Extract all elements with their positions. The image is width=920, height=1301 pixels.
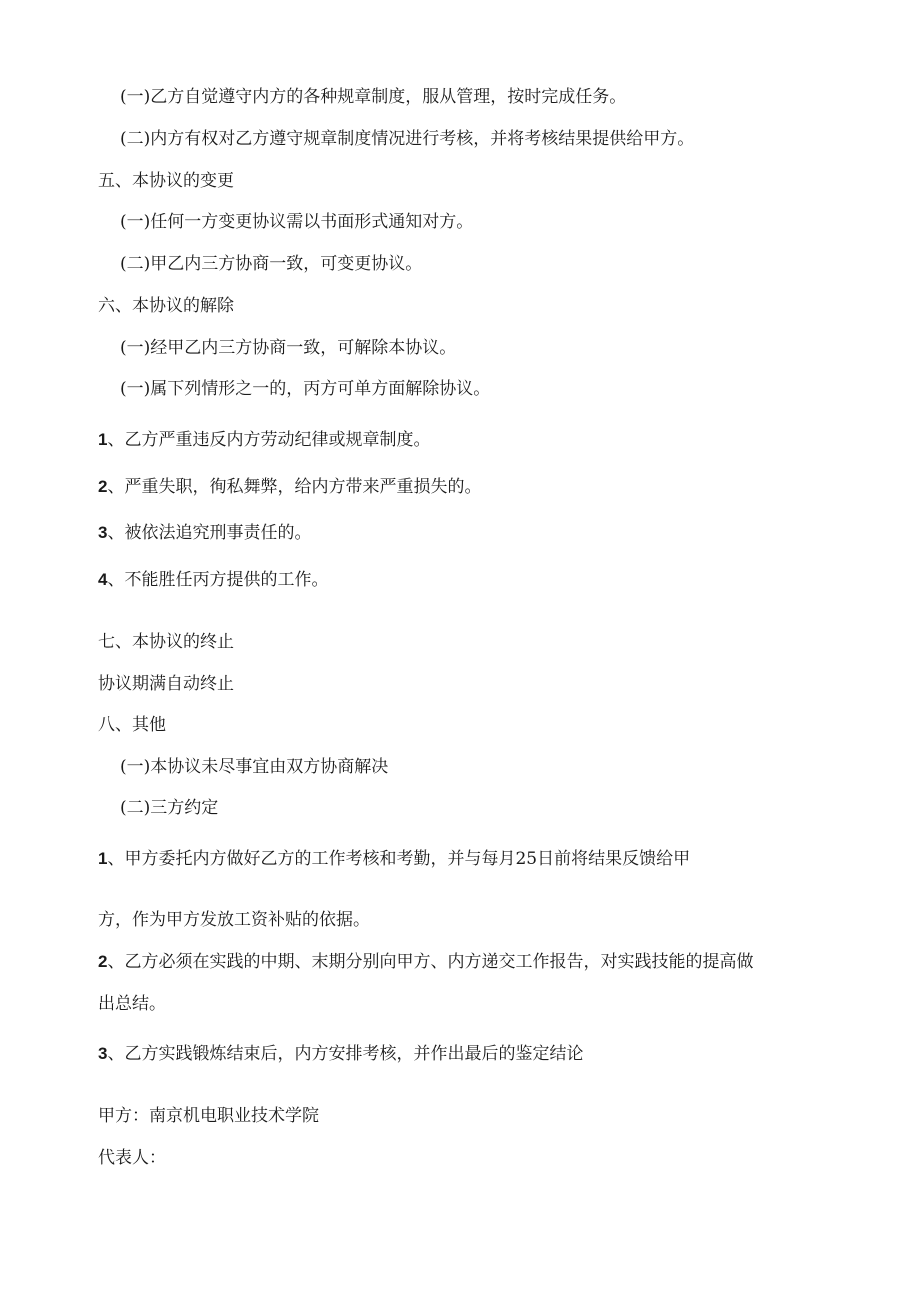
- clause-line: (一)本协议未尽事宜由双方协商解决: [120, 757, 389, 777]
- item-number: 2: [98, 477, 108, 496]
- section-heading: 七、本协议的终止: [98, 632, 234, 652]
- item-text: 、不能胜任丙方提供的工作。: [107, 570, 329, 590]
- clause-line: (一)属下列情形之一的，丙方可单方面解除协议。: [120, 379, 491, 399]
- clause-line: (一)任何一方变更协议需以书面形式通知对方。: [120, 212, 474, 232]
- item-number: 1: [98, 849, 108, 868]
- item-text: 、严重失职，徇私舞弊，给内方带来严重损失的。: [107, 477, 482, 497]
- numbered-item: [98, 569, 328, 591]
- numbered-item: [98, 1043, 583, 1065]
- section-heading: 六、本协议的解除: [98, 296, 234, 316]
- item-number: 4: [98, 570, 108, 589]
- clause-line: (二)甲乙内三方协商一致，可变更协议。: [120, 254, 423, 274]
- clause-line: (二)三方约定: [120, 798, 219, 818]
- paragraph-line: 方，作为甲方发放工资补贴的依据。: [98, 910, 370, 930]
- numbered-item: [98, 476, 481, 498]
- section-heading: 八、其他: [98, 715, 166, 735]
- clause-line: (一)经甲乙内三方协商一致，可解除本协议。: [120, 338, 457, 358]
- item-text: 、乙方严重违反内方劳动纪律或规章制度。: [107, 430, 431, 450]
- numbered-item: [98, 522, 311, 544]
- item-text: 、乙方必须在实践的中期、末期分别向甲方、内方递交工作报告，对实践技能的提高做: [107, 952, 754, 972]
- paragraph-line: 出总结。: [98, 994, 166, 1014]
- numbered-item: [98, 429, 430, 451]
- clause-line: (一)乙方自觉遵守内方的各种规章制度，服从管理，按时完成任务。: [120, 87, 627, 107]
- paragraph-line: 协议期满自动终止: [98, 674, 234, 694]
- party-a-line: 甲方：南京机电职业技术学院: [98, 1106, 319, 1126]
- item-number: 3: [98, 1044, 108, 1063]
- representative-line: 代表人：: [98, 1148, 166, 1168]
- clause-line: (二)内方有权对乙方遵守规章制度情况进行考核，并将考核结果提供给甲方。: [120, 129, 695, 149]
- item-text: 、乙方实践锻炼结束后，内方安排考核，并作出最后的鉴定结论: [107, 1044, 584, 1064]
- section-heading: 五、本协议的变更: [98, 171, 234, 191]
- numbered-item: [98, 848, 690, 870]
- item-number: 1: [98, 430, 108, 449]
- item-text: 、被依法追究刑事责任的。: [107, 523, 312, 543]
- item-number: 3: [98, 523, 108, 542]
- item-text: 、甲方委托内方做好乙方的工作考核和考勤，并与每月25日前将结果反馈给甲: [107, 849, 691, 869]
- item-number: 2: [98, 952, 108, 971]
- numbered-item: [98, 951, 753, 973]
